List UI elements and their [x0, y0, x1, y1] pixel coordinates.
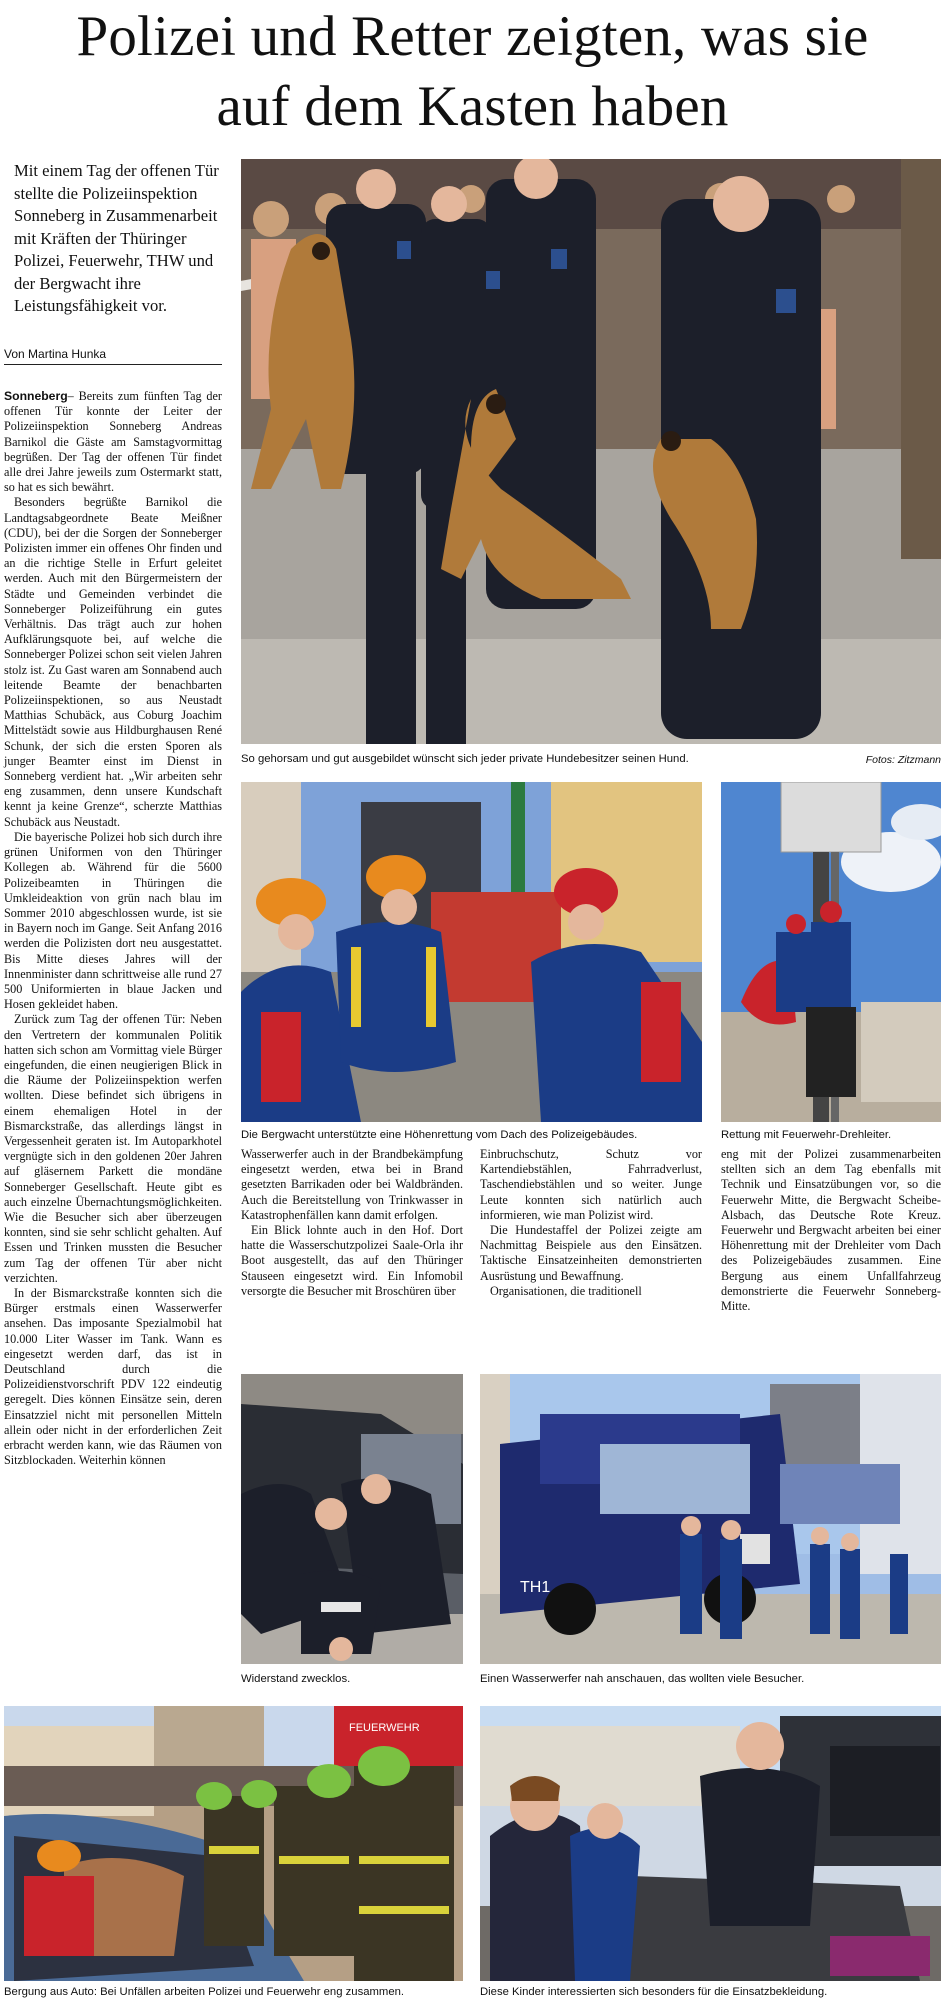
paragraph: Die bayerische Polizei hob sich durch ihre grünen Uniformen von den Thüringer Kollegen ab. Während für die 5600 Polizeibeamten in Thüringen die Umkleideaktion von grün nach blau im Sommer 2010 abgeschlossen wurde, ist sie in Bayern noch im Gange. Seit Anfang 2016 werden die Polizisten dort neu ausgestattet. Bis Mitte dieses Jahres will der Innenminister dann schrittweise alle rund 27 500 Uniformierten in blaue Jacken und Hosen gekleidet haben.	[4, 829, 222, 1012]
paragraph: Ein Blick lohnte auch in den Hof. Dort hatte die Wasserschutzpolizei Saale-Orla ihr Boot ausgestellt, das auf den Thüringer Stauseen eingesetzt wird. Ein Infomobil versorgte die Besucher mit Broschüren über	[241, 1223, 463, 1298]
photo-resistance	[241, 1374, 463, 1664]
paragraph: Organisationen, die traditionell	[490, 1283, 642, 1298]
headline-line-1: Polizei und Retter zeigten, was sie	[76, 5, 869, 68]
dateline: Sonneberg	[4, 389, 68, 403]
caption-ladder: Rettung mit Feuerwehr-Drehleiter.	[721, 1129, 892, 1141]
article-column-4	[721, 1147, 941, 1314]
caption-car-rescue: Bergung aus Auto: Bei Unfällen arbeiten Polizei und Feuerwehr eng zusammen.	[4, 1986, 405, 1998]
paragraph: Einbruchschutz, Schutz vor Kartendiebstählen, Fahrradverlust, Taschendiebstählen und so weiter. Junge Leute konnten sich natürlich auch informieren, wie man Polizist wird.	[480, 1147, 702, 1222]
headline	[0, 2, 945, 142]
photo-bergwacht	[241, 782, 702, 1122]
caption-kids: Diese Kinder interessierten sich besonders für die Einsatzbekleidung.	[480, 1986, 828, 1998]
paragraph: eng mit der Polizei zusammenarbeiten stellten sich an dem Tag ebenfalls mit Technik und Einsatzübungen vor, so die Feuerwehr Mitte, die Bergwacht Scheibe-Alsbach, das Deutsche Rote Kreuz. Feuerwehr und Bergwacht arbeiten bei einer Höhenrettung mit der Drehleiter vom Dach des Polizeigebäudes zusammen. Eine Bergung aus einem Unfallfahrzeug demonstrierte die Feuerwehr Sonneberg-Mitte.	[721, 1147, 941, 1314]
photo-ladder-rescue	[721, 782, 941, 1122]
caption-bergwacht: Die Bergwacht unterstützte eine Höhenrettung vom Dach des Polizeigebäudes.	[241, 1129, 638, 1141]
article-column-1	[4, 389, 222, 1468]
photo-police-dogs	[241, 159, 941, 744]
photo-water-cannon	[480, 1374, 941, 1664]
paragraph: Wasserwerfer auch in der Brandbekämpfung eingesetzt werden, etwa bei in Brand gesetzten Barrikaden oder bei Waldbränden. Auch die Bereitstellung von Trinkwasser in Katastrophenfällen kann damit erfolgen.	[241, 1147, 463, 1222]
byline: Von Martina Hunka	[4, 347, 222, 365]
fire-truck-sign: FEUERWEHR	[349, 1722, 420, 1734]
article-column-3	[480, 1147, 702, 1299]
paragraph: Die Hundestaffel der Polizei zeigte am Nachmittag Beispiele aus den Einsätzen. Taktische Einsatzeinheiten demonstrierten Ausrüstung und Bewaffnung.	[480, 1223, 702, 1283]
caption-water-cannon: Einen Wasserwerfer nah anschauen, das wollten viele Besucher.	[480, 1673, 805, 1685]
caption-dogs: So gehorsam und gut ausgebildet wünscht sich jeder private Hundebesitzer seinen Hund.	[241, 753, 689, 765]
photo-car-rescue	[4, 1706, 463, 1981]
paragraph: Sonneberg– Bereits zum fünften Tag der offenen Tür konnte der Leiter der Polizeiinspektion Sonneberg Andreas Barnikol die Gäste am Samstagvormittag begrüßen. Der Tag der offenen Tür findet alle drei Jahre jeweils zum Ostermarkt statt, so hat es sich bewährt.	[4, 389, 222, 495]
paragraph: Besonders begrüßte Barnikol die Landtagsabgeordnete Beate Meißner (CDU), bei der die Sorgen der Sonneberger Polizisten immer ein offenes Ohr finden und an die richtige Stelle in Erfurt geleitet werden. Auch mit den Bürgermeistern der Städte und Gemeinden verbindet die Sonneberger Polizeiführung ein gutes Verhältnis. Das trägt auch zur hohen Aufklärungsquote bei, auf welche die Sonneberger Polizei schon seit vielen Jahren stolz ist. Zu Gast waren am Sonnabend auch leitende Beamte der benachbarten Polizeiinspektionen, so aus Neustadt Matthias Schubäck, aus Coburg Joachim Mittelstädt sowie aus Hildburghausen René Schunk, der sich die ersten Sporen als junger Beamter einst im Dienst in Sonneberg verdient hat. „Wir arbeiten sehr eng zusammen, denn unsere Kundschaft kennt ja keine Grenze“, scherzte Matthias Schubäck aus Neustadt.	[4, 495, 222, 829]
caption-resistance: Widerstand zwecklos.	[241, 1673, 351, 1685]
truck-label: TH1	[520, 1579, 551, 1596]
photo-credit: Fotos: Zitzmann	[865, 754, 941, 766]
intro-lead: Mit einem Tag der offenen Tür stellte die Polizeiinspektion Sonneberg in Zusammenarbeit mit Kräften der Thüringer Polizei, Feuerwehr, THW und der Bergwacht ihre Leistungsfähigkeit vor.	[14, 161, 219, 315]
paragraph: In der Bismarckstraße konnten sich die Bürger erstmals einen Wasserwerfer ansehen. Das imposante Spezialmobil hat 10.000 Liter Wasser im Tank. Wann es eingesetzt werden darf, das ist in Deutschland durch die Polizeidienstvorschrift PDV 122 eindeutig geregelt. Dies können Einsätze sein, deren Einsatzziel nicht mit personellen Mitteln allein oder nicht in der erforderlichen Zeit erbracht werden kann, wie das Räumen von Sitzblockaden. Weiterhin können	[4, 1285, 222, 1468]
article-column-2	[241, 1147, 463, 1299]
headline-line-2: auf dem Kasten haben	[216, 75, 729, 138]
photo-kids	[480, 1706, 941, 1981]
paragraph: Zurück zum Tag der offenen Tür: Neben den Vertretern der kommunalen Politik hatten sich schon am Vormittag viele Bürger eingefunden, die einen neugierigen Blick in die Räume der Polizeiinspektion werfen wollten. Diese befindet sich übrigens in einem ehemaligen Hotel in der Bismarckstraße, das allerdings längst in Vergessenheit geraten ist. Im Autoparkhotel vergnügte sich in den goldenen 20er Jahren auf gläsernem Parkett die mondäne Sonneberger Gesellschaft. Heute gibt es auch einzelne Übernachtungsmöglichkeiten. Wie die Besucher sich aber überzeugen konnten, sind sie sehr schlicht gehalten. Auf Essen und Trinken mussten die Besucher zum Tag der offenen Tür aber nicht verzichten.	[4, 1012, 222, 1285]
